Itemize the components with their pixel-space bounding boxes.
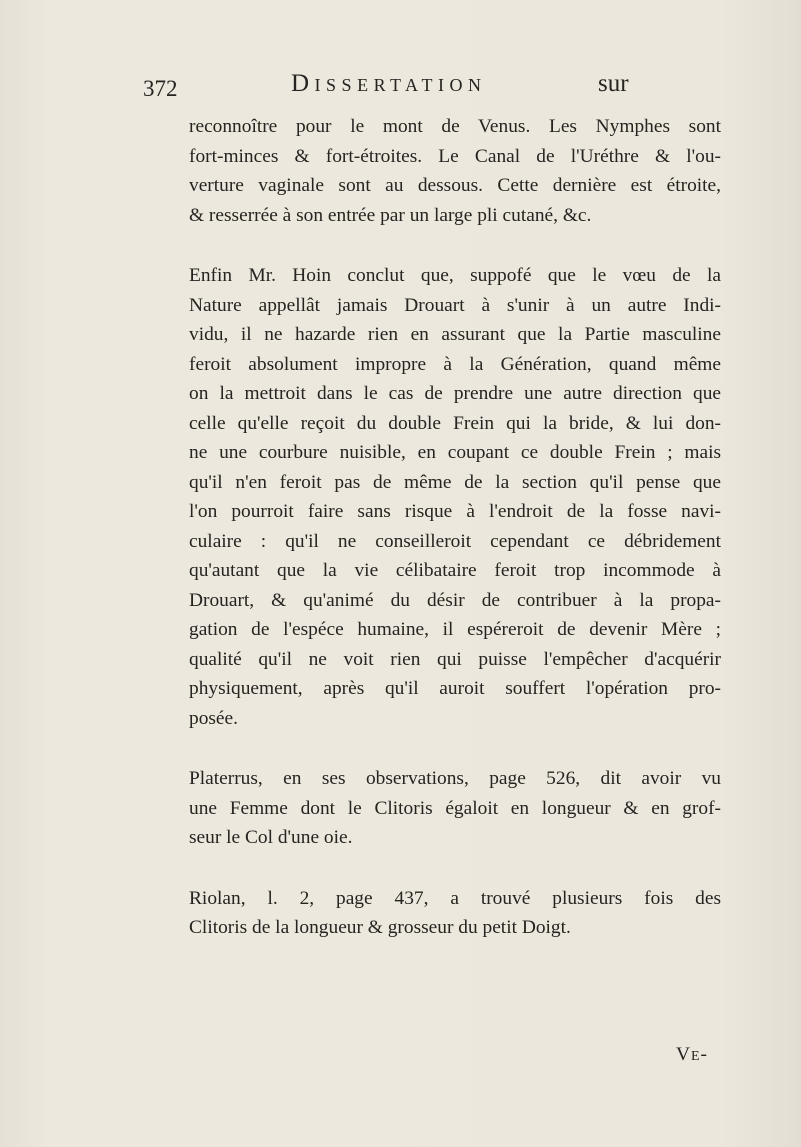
paragraph	[189, 261, 721, 733]
text-line: Riolan, l. 2, page 437, a trouvé plusieurs fois des	[189, 887, 721, 909]
running-header	[143, 70, 703, 110]
text-line: physiquement, après qu'il auroit souffert l'opération pro-	[189, 678, 721, 699]
text-line: Enfin Mr. Hoin conclut que, suppofé que le vœu de la	[189, 265, 721, 286]
paragraph-gap	[189, 230, 721, 261]
text-line: fort-minces & fort-étroites. Le Canal de l'Uréthre & l'ou-	[189, 145, 721, 167]
text-line: culaire : qu'il ne conseilleroit cependant ce débridement	[189, 530, 721, 552]
paragraph-gap	[189, 733, 721, 764]
text-line: qu'autant que la vie célibataire feroit trop incommode à	[189, 560, 721, 581]
text-line: qualité qu'il ne voit rien qui puisse l'empêcher d'acquérir	[189, 648, 721, 670]
paragraph	[189, 764, 721, 853]
running-subtitle: sur	[598, 70, 629, 97]
text-line: on la mettroit dans le cas de prendre une autre direction que	[189, 383, 721, 404]
text-line: l'on pourroit faire sans risque à l'endroit de la fosse navi-	[189, 501, 721, 522]
page-number: 372	[143, 76, 178, 101]
text-line: Platerrus, en ses observations, page 526, dit avoir vu	[189, 768, 721, 789]
text-line: ne une courbure nuisible, en coupant ce double Frein ; mais	[189, 442, 721, 463]
text-line: posée.	[189, 707, 238, 729]
text-line: vidu, il ne hazarde rien en assurant que la Partie masculine	[189, 324, 721, 345]
text-line: Nature appellât jamais Drouart à s'unir à un autre Indi-	[189, 294, 721, 316]
text-line: Drouart, & qu'animé du désir de contribuer à la propa-	[189, 589, 721, 611]
paragraph-gap	[189, 853, 721, 884]
body-text	[189, 112, 721, 943]
text-line: Clitoris de la longueur & grosseur du petit Doigt.	[189, 917, 571, 938]
paragraph	[189, 112, 721, 230]
text-line: une Femme dont le Clitoris égaloit en longueur & en grof-	[189, 797, 721, 819]
paragraph	[189, 884, 721, 943]
text-line: feroit absolument impropre à la Génération, quand même	[189, 353, 721, 375]
text-line: & resserrée à son entrée par un large pli cutané, &c.	[189, 204, 592, 226]
text-line: verture vaginale sont au dessous. Cette dernière est étroite,	[189, 175, 721, 196]
text-line: reconnoître pour le mont de Venus. Les Nymphes sont	[189, 116, 721, 137]
catch-word: Ve-	[676, 1044, 709, 1065]
text-line: qu'il n'en feroit pas de même de la section qu'il pense que	[189, 471, 721, 493]
text-line: seur le Col d'une oie.	[189, 827, 353, 848]
running-title: Dissertation	[291, 70, 487, 97]
text-line: celle qu'elle reçoit du double Frein qui la bride, & lui don-	[189, 412, 721, 434]
text-line: gation de l'espéce humaine, il espéreroit de devenir Mère ;	[189, 619, 721, 640]
